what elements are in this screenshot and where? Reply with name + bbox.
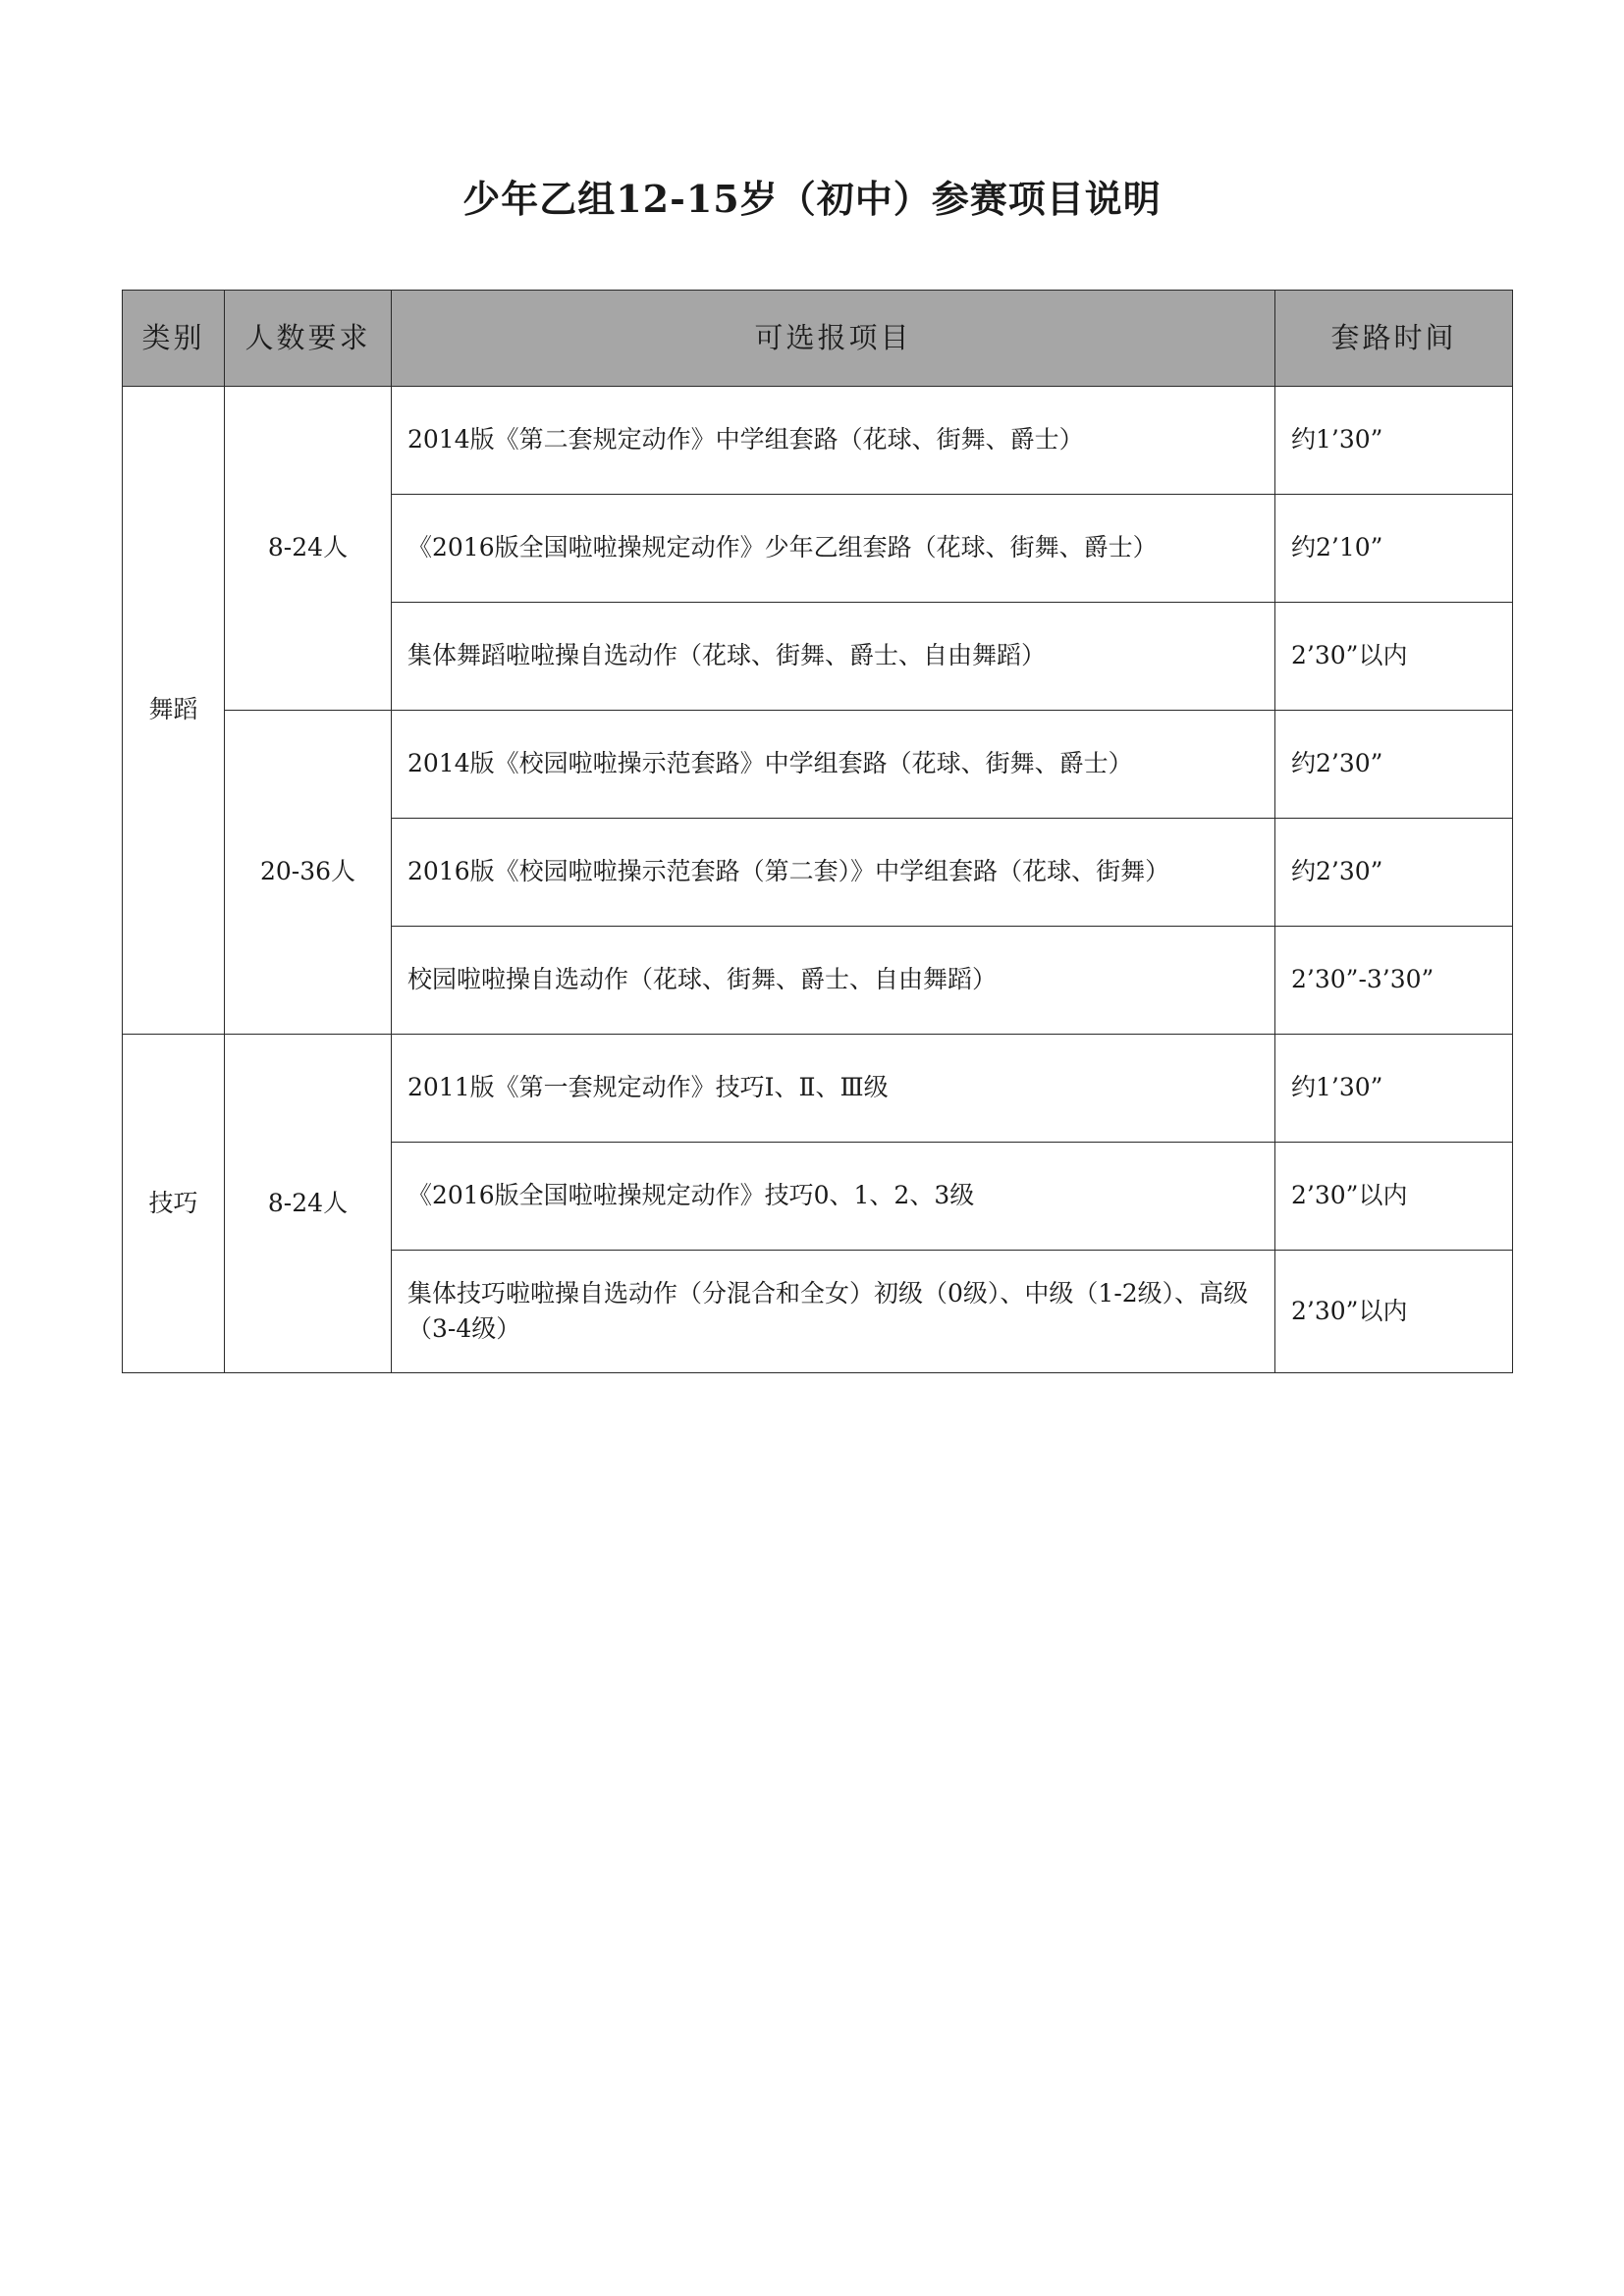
- page-title: 少年乙组12-15岁（初中）参赛项目说明: [462, 177, 1162, 221]
- event-cell: 2016版《校园啦啦操示范套路（第二套）》中学组套路（花球、街舞）: [392, 819, 1275, 927]
- headcount-cell: 8-24人: [225, 1035, 392, 1373]
- header-duration: 套路时间: [1275, 291, 1513, 387]
- duration-cell: 2’30”以内: [1275, 603, 1513, 711]
- event-cell: 2011版《第一套规定动作》技巧Ⅰ、Ⅱ、Ⅲ级: [392, 1035, 1275, 1143]
- event-cell: 集体技巧啦啦操自选动作（分混合和全女）初级（0级）、中级（1-2级）、高级（3-4级）: [392, 1251, 1275, 1373]
- header-category: 类别: [123, 291, 225, 387]
- header-headcount: 人数要求: [225, 291, 392, 387]
- duration-cell: 约1’30”: [1275, 387, 1513, 495]
- headcount-cell: 20-36人: [225, 711, 392, 1035]
- duration-cell: 约2’30”: [1275, 711, 1513, 819]
- table-header-row: [123, 291, 1513, 387]
- event-cell: 2014版《第二套规定动作》中学组套路（花球、街舞、爵士）: [392, 387, 1275, 495]
- duration-cell: 2’30”以内: [1275, 1143, 1513, 1251]
- category-cell-skill: 技巧: [123, 1035, 225, 1373]
- duration-cell: 约2’10”: [1275, 495, 1513, 603]
- duration-cell: 约2’30”: [1275, 819, 1513, 927]
- duration-cell: 2’30”-3’30”: [1275, 927, 1513, 1035]
- category-cell-dance: 舞蹈: [123, 387, 225, 1035]
- header-events: 可选报项目: [392, 291, 1275, 387]
- table-row: [123, 1035, 1513, 1143]
- event-cell: 校园啦啦操自选动作（花球、街舞、爵士、自由舞蹈）: [392, 927, 1275, 1035]
- table-row: [123, 711, 1513, 819]
- headcount-cell: 8-24人: [225, 387, 392, 711]
- event-cell: 《2016版全国啦啦操规定动作》技巧0、1、2、3级: [392, 1143, 1275, 1251]
- events-table: [122, 290, 1513, 1373]
- event-cell: 集体舞蹈啦啦操自选动作（花球、街舞、爵士、自由舞蹈）: [392, 603, 1275, 711]
- event-cell: 《2016版全国啦啦操规定动作》少年乙组套路（花球、街舞、爵士）: [392, 495, 1275, 603]
- table-row: [123, 387, 1513, 495]
- duration-cell: 约1’30”: [1275, 1035, 1513, 1143]
- event-cell: 2014版《校园啦啦操示范套路》中学组套路（花球、街舞、爵士）: [392, 711, 1275, 819]
- duration-cell: 2’30”以内: [1275, 1251, 1513, 1373]
